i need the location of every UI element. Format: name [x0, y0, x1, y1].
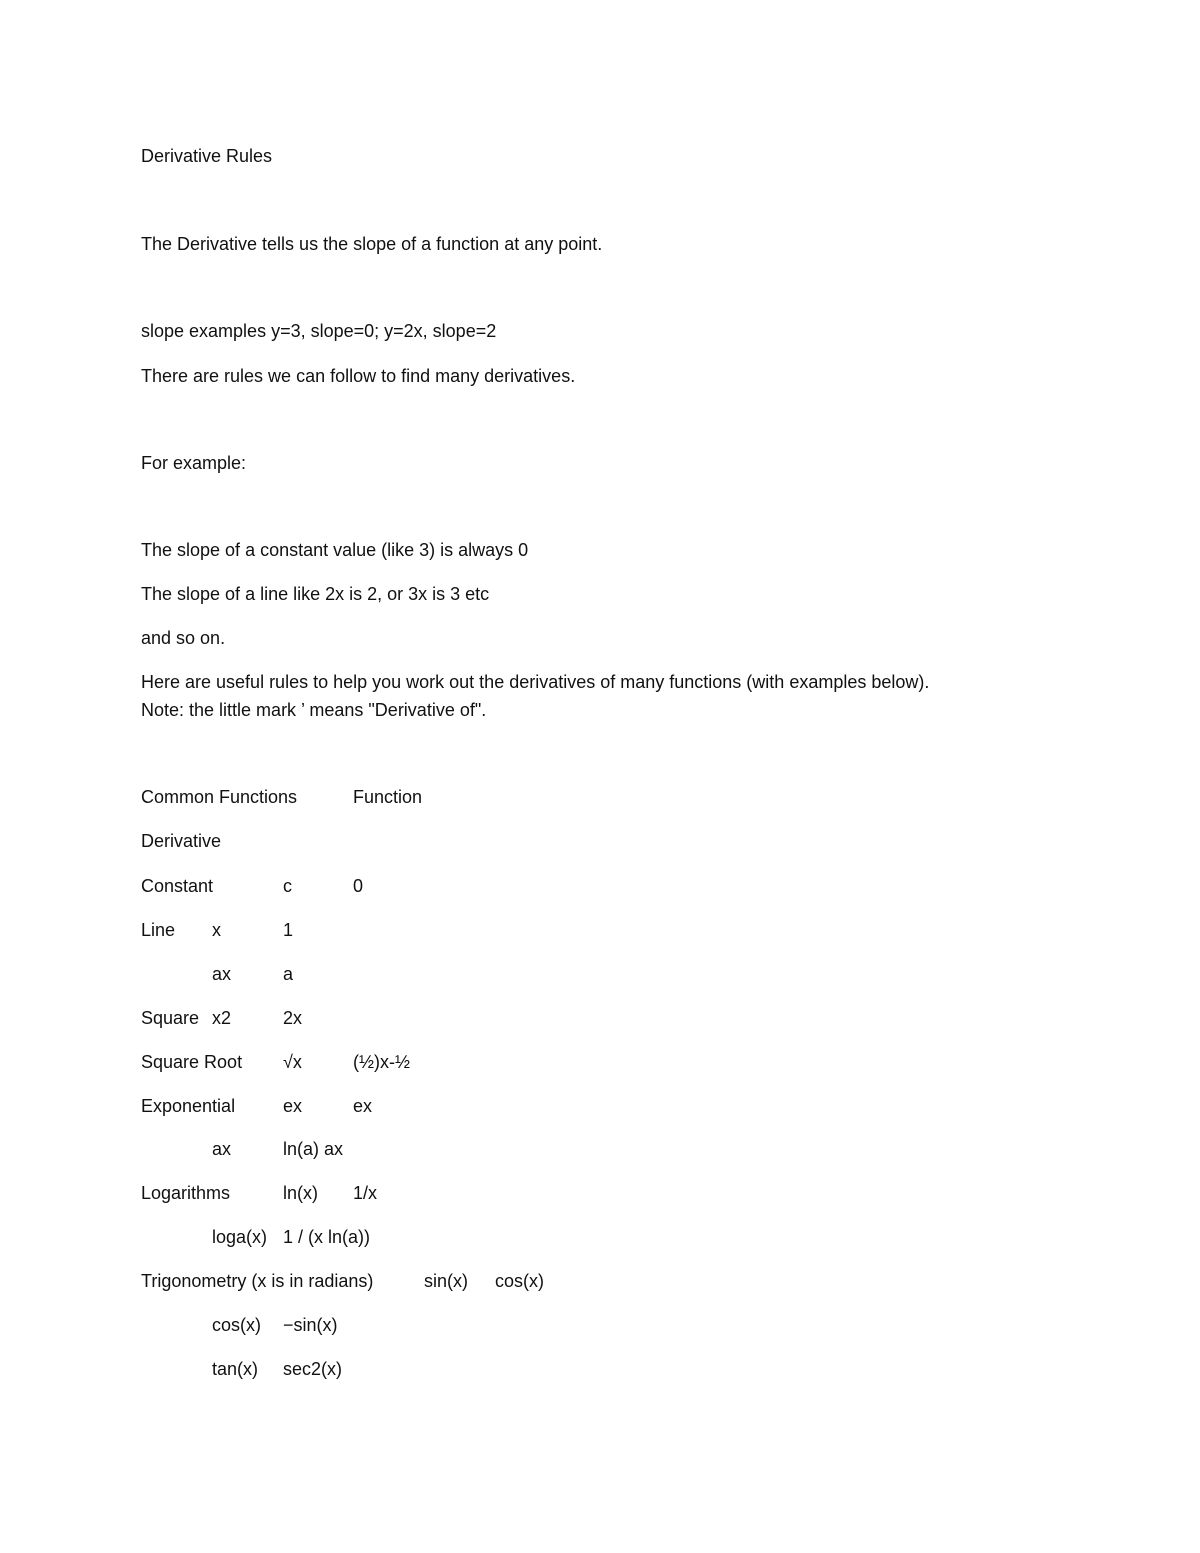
table-row-derivative: 1/x — [353, 1183, 378, 1203]
table-row-derivative: a — [283, 964, 294, 984]
table-row-category: Square — [141, 1008, 200, 1028]
table-row-category: Trigonometry (x is in radians) — [141, 1271, 374, 1291]
note-line: Note: the little mark ’ means "Derivative of". — [141, 700, 487, 720]
table-row-derivative: sec2(x) — [283, 1359, 343, 1379]
table-row-category: Logarithms — [141, 1183, 231, 1203]
table-header-function: Function — [353, 787, 423, 807]
table-row-derivative: 2x — [283, 1008, 303, 1028]
example-constant-line: The slope of a constant value (like 3) is always 0 — [141, 540, 529, 560]
useful-rules-line: Here are useful rules to help you work out the derivatives of many functions (with examples below). — [141, 672, 930, 692]
rules-intro-line: There are rules we can follow to find many derivatives. — [141, 366, 576, 386]
example-line-line: The slope of a line like 2x is 2, or 3x is 3 etc — [141, 584, 490, 604]
table-row-derivative: 0 — [353, 876, 364, 896]
table-row-function: ax — [212, 964, 232, 984]
table-header-derivative: Derivative — [141, 831, 222, 851]
table-row-function: sin(x) — [424, 1271, 468, 1291]
table-row-function: x — [212, 920, 221, 940]
table-row-derivative: 1 — [283, 920, 294, 940]
table-row-function: tan(x) — [212, 1359, 259, 1379]
intro-paragraph: The Derivative tells us the slope of a function at any point. — [141, 234, 603, 254]
table-row-function: x2 — [212, 1008, 232, 1028]
table-row-function: ax — [212, 1139, 232, 1159]
table-row-function: cos(x) — [212, 1315, 261, 1335]
table-row-category: Line — [141, 920, 176, 940]
table-row-function: √x — [283, 1052, 302, 1072]
table-row-function: ex — [283, 1096, 303, 1116]
table-row-function: ln(x) — [283, 1183, 318, 1203]
and-so-on-line: and so on. — [141, 628, 226, 648]
table-row-derivative: 1 / (x ln(a)) — [283, 1227, 371, 1247]
table-row-derivative: cos(x) — [495, 1271, 544, 1291]
table-row-derivative: ln(a) ax — [283, 1139, 344, 1159]
table-row-derivative: −sin(x) — [283, 1315, 338, 1335]
table-row-function: c — [283, 876, 292, 896]
table-row-category: Exponential — [141, 1096, 236, 1116]
for-example-line: For example: — [141, 453, 247, 473]
table-row-derivative: (½)x-½ — [353, 1052, 411, 1072]
table-row-category: Square Root — [141, 1052, 243, 1072]
table-row-derivative: ex — [353, 1096, 373, 1116]
slope-examples-line: slope examples y=3, slope=0; y=2x, slope=2 — [141, 321, 497, 341]
table-row-function: loga(x) — [212, 1227, 268, 1247]
document-title: Derivative Rules — [141, 146, 273, 166]
table-row-category: Constant — [141, 876, 214, 896]
table-header-common: Common Functions — [141, 787, 298, 807]
